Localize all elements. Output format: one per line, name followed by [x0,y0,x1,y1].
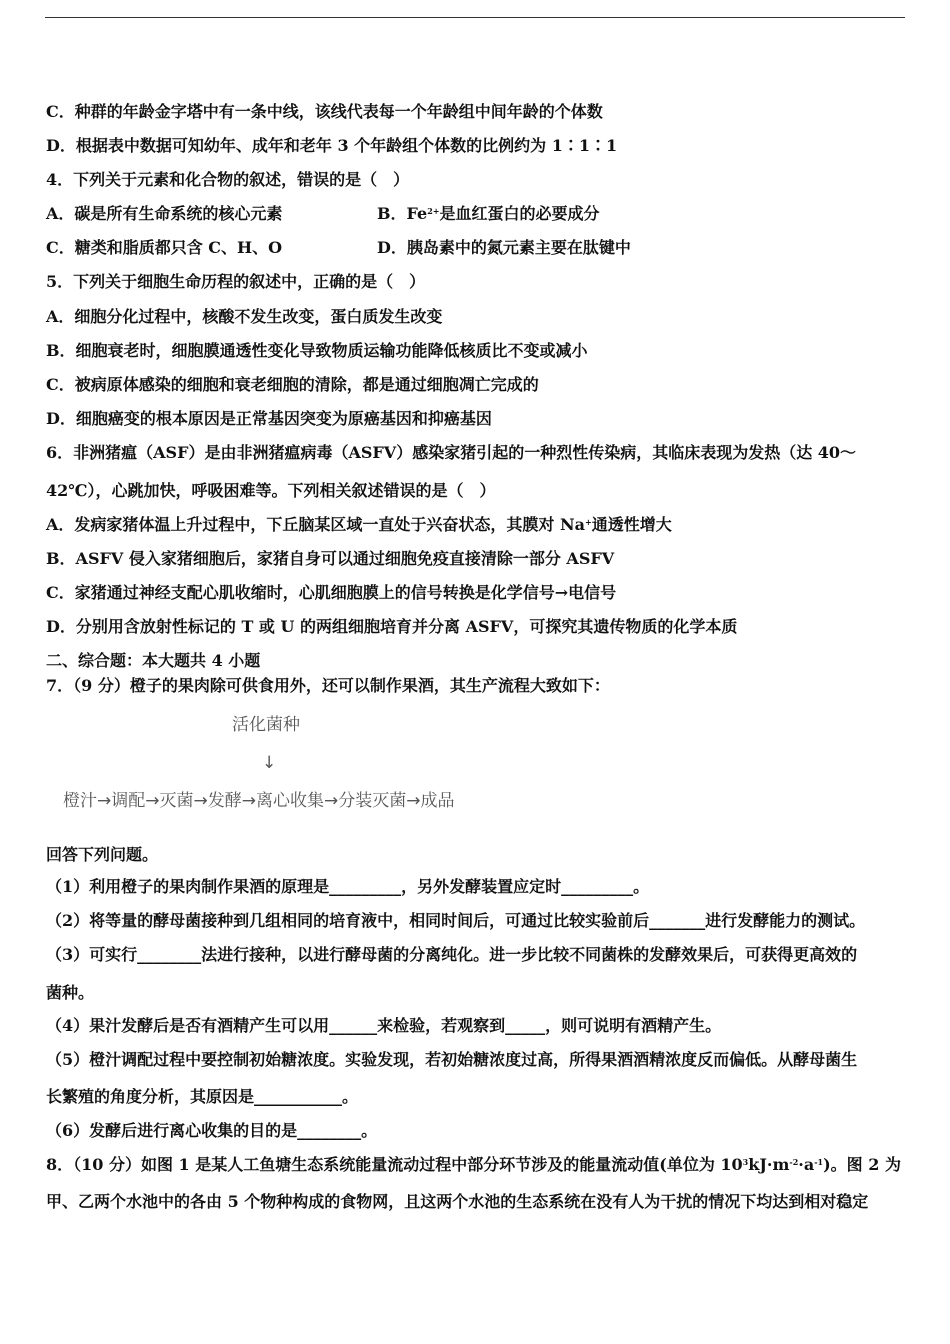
q4-option-b [377,204,600,224]
q3-option-d: D．根据表中数据可知幼年、成年和老年 3 个年龄组个体数的比例约为 1∶1∶1 [46,136,618,155]
q4-stem: 4．下列关于元素和化合物的叙述，错误的是（ ） [46,170,410,189]
q5-option-c: C．被病原体感染的细胞和衰老细胞的清除，都是通过细胞凋亡完成的 [46,375,539,394]
q6-option-d: D．分别用含放射性标记的 T 或 U 的两组细胞培育并分离 ASFV，可探究其遗传物质的化学本质 [46,617,738,636]
flow-process-chain: 橙汁→调配→灭菌→发酵→离心收集→分装灭菌→成品 [63,791,455,811]
q6-option-a-text-rest: 通透性增大 [591,515,672,534]
q8-superscript-2: -2 [789,1157,799,1167]
q5-option-d: D．细胞癌变的根本原因是正常基因突变为原癌基因和抑癌基因 [46,409,492,428]
q6-stem-line1: 6．非洲猪瘟（ASF）是由非洲猪瘟病毒（ASFV）感染家猪引起的一种烈性传染病，其临床表现为发热（达 40～ [46,443,857,462]
q6-option-a-text: A．发病家猪体温上升过程中，下丘脑某区域一直处于兴奋状态，其膜对 Na [46,515,585,534]
q4-option-d: D．胰岛素中的氮元素主要在肽键中 [377,238,631,257]
q7-part3-line1: （3）可实行________法进行接种，以进行酵母菌的分离纯化。进一步比较不同菌株的发酵效果后，可获得更高效的 [46,945,858,964]
q8-text-d: )。图 2 为 [823,1155,901,1174]
q8-superscript-3: -1 [814,1157,824,1167]
q7-part2: （2）将等量的酵母菌接种到几组相同的培育液中，相同时间后，可通过比较实验前后_______进行发酵能力的测试。 [46,911,866,930]
flow-activate-strain: 活化菌种 [232,715,300,735]
q6-option-a-superscript: + [584,517,592,527]
q8-stem-line2: 甲、乙两个水池中的各由 5 个物种构成的食物网，且这两个水池的生态系统在没有人为干扰的情况下均达到相对稳定 [46,1192,869,1211]
q3-option-c: C．种群的年龄金字塔中有一条中线，该线代表每一个年龄组中间年龄的个体数 [46,102,603,121]
q6-stem-line2: 42℃），心跳加快，呼吸困难等。下列相关叙述错误的是（ ） [46,481,496,500]
q7-part4: （4）果汁发酵后是否有酒精产生可以用______来检验，若观察到_____，则可说明有酒精产生。 [46,1016,722,1035]
q8-text-a: 8．（10 分）如图 1 是某人工鱼塘生态系统能量流动过程中部分环节涉及的能量流动值(单位为 10 [46,1155,743,1174]
q7-part5-line2: 长繁殖的角度分析，其原因是___________。 [46,1087,359,1106]
q7-part6: （6）发酵后进行离心收集的目的是________。 [46,1121,378,1140]
q8-text-b: kJ·m [748,1155,790,1174]
q6-option-b: B．ASFV 侵入家猪细胞后，家猪自身可以通过细胞免疫直接清除一部分 ASFV [46,549,615,568]
q8-text-c: ·a [798,1155,815,1174]
q4-option-b-superscript: 2+ [427,206,440,216]
q7-stem: 7．（9 分）橙子的果肉除可供食用外，还可以制作果酒，其生产流程大致如下： [46,676,610,695]
q7-part5-line1: （5）橙汁调配过程中要控制初始糖浓度。实验发现，若初始糖浓度过高，所得果酒酒精浓度反而偏低。从酵母菌生 [46,1050,858,1069]
q4-option-a: A．碳是所有生命系统的核心元素 [46,204,283,223]
q7-part1: （1）利用橙子的果肉制作果酒的原理是_________，另外发酵装置应定时_________。 [46,877,650,896]
flow-down-arrow: ↓ [262,753,277,773]
q5-stem: 5．下列关于细胞生命历程的叙述中，正确的是（ ） [46,272,426,291]
q5-option-b: B．细胞衰老时，细胞膜通透性变化导致物质运输功能降低核质比不变或减小 [46,341,588,360]
q4-option-b-text: B．Fe [377,204,428,223]
q7-part3-line2: 菌种。 [46,983,95,1002]
q7-intro: 回答下列问题。 [46,845,159,864]
q8-superscript-1: 3 [742,1157,749,1167]
q5-option-a: A．细胞分化过程中，核酸不发生改变，蛋白质发生改变 [46,307,443,326]
section-heading: 二、综合题：本大题共 4 小题 [46,651,261,670]
q4-option-c: C．糖类和脂质都只含 C、H、O [46,238,283,257]
q6-option-a [46,515,672,535]
q8-stem-line1 [46,1155,901,1175]
header-rule [45,17,905,18]
q6-option-c: C．家猪通过神经支配心肌收缩时，心肌细胞膜上的信号转换是化学信号→电信号 [46,583,617,602]
q4-option-b-text-rest: 是血红蛋白的必要成分 [439,204,600,223]
